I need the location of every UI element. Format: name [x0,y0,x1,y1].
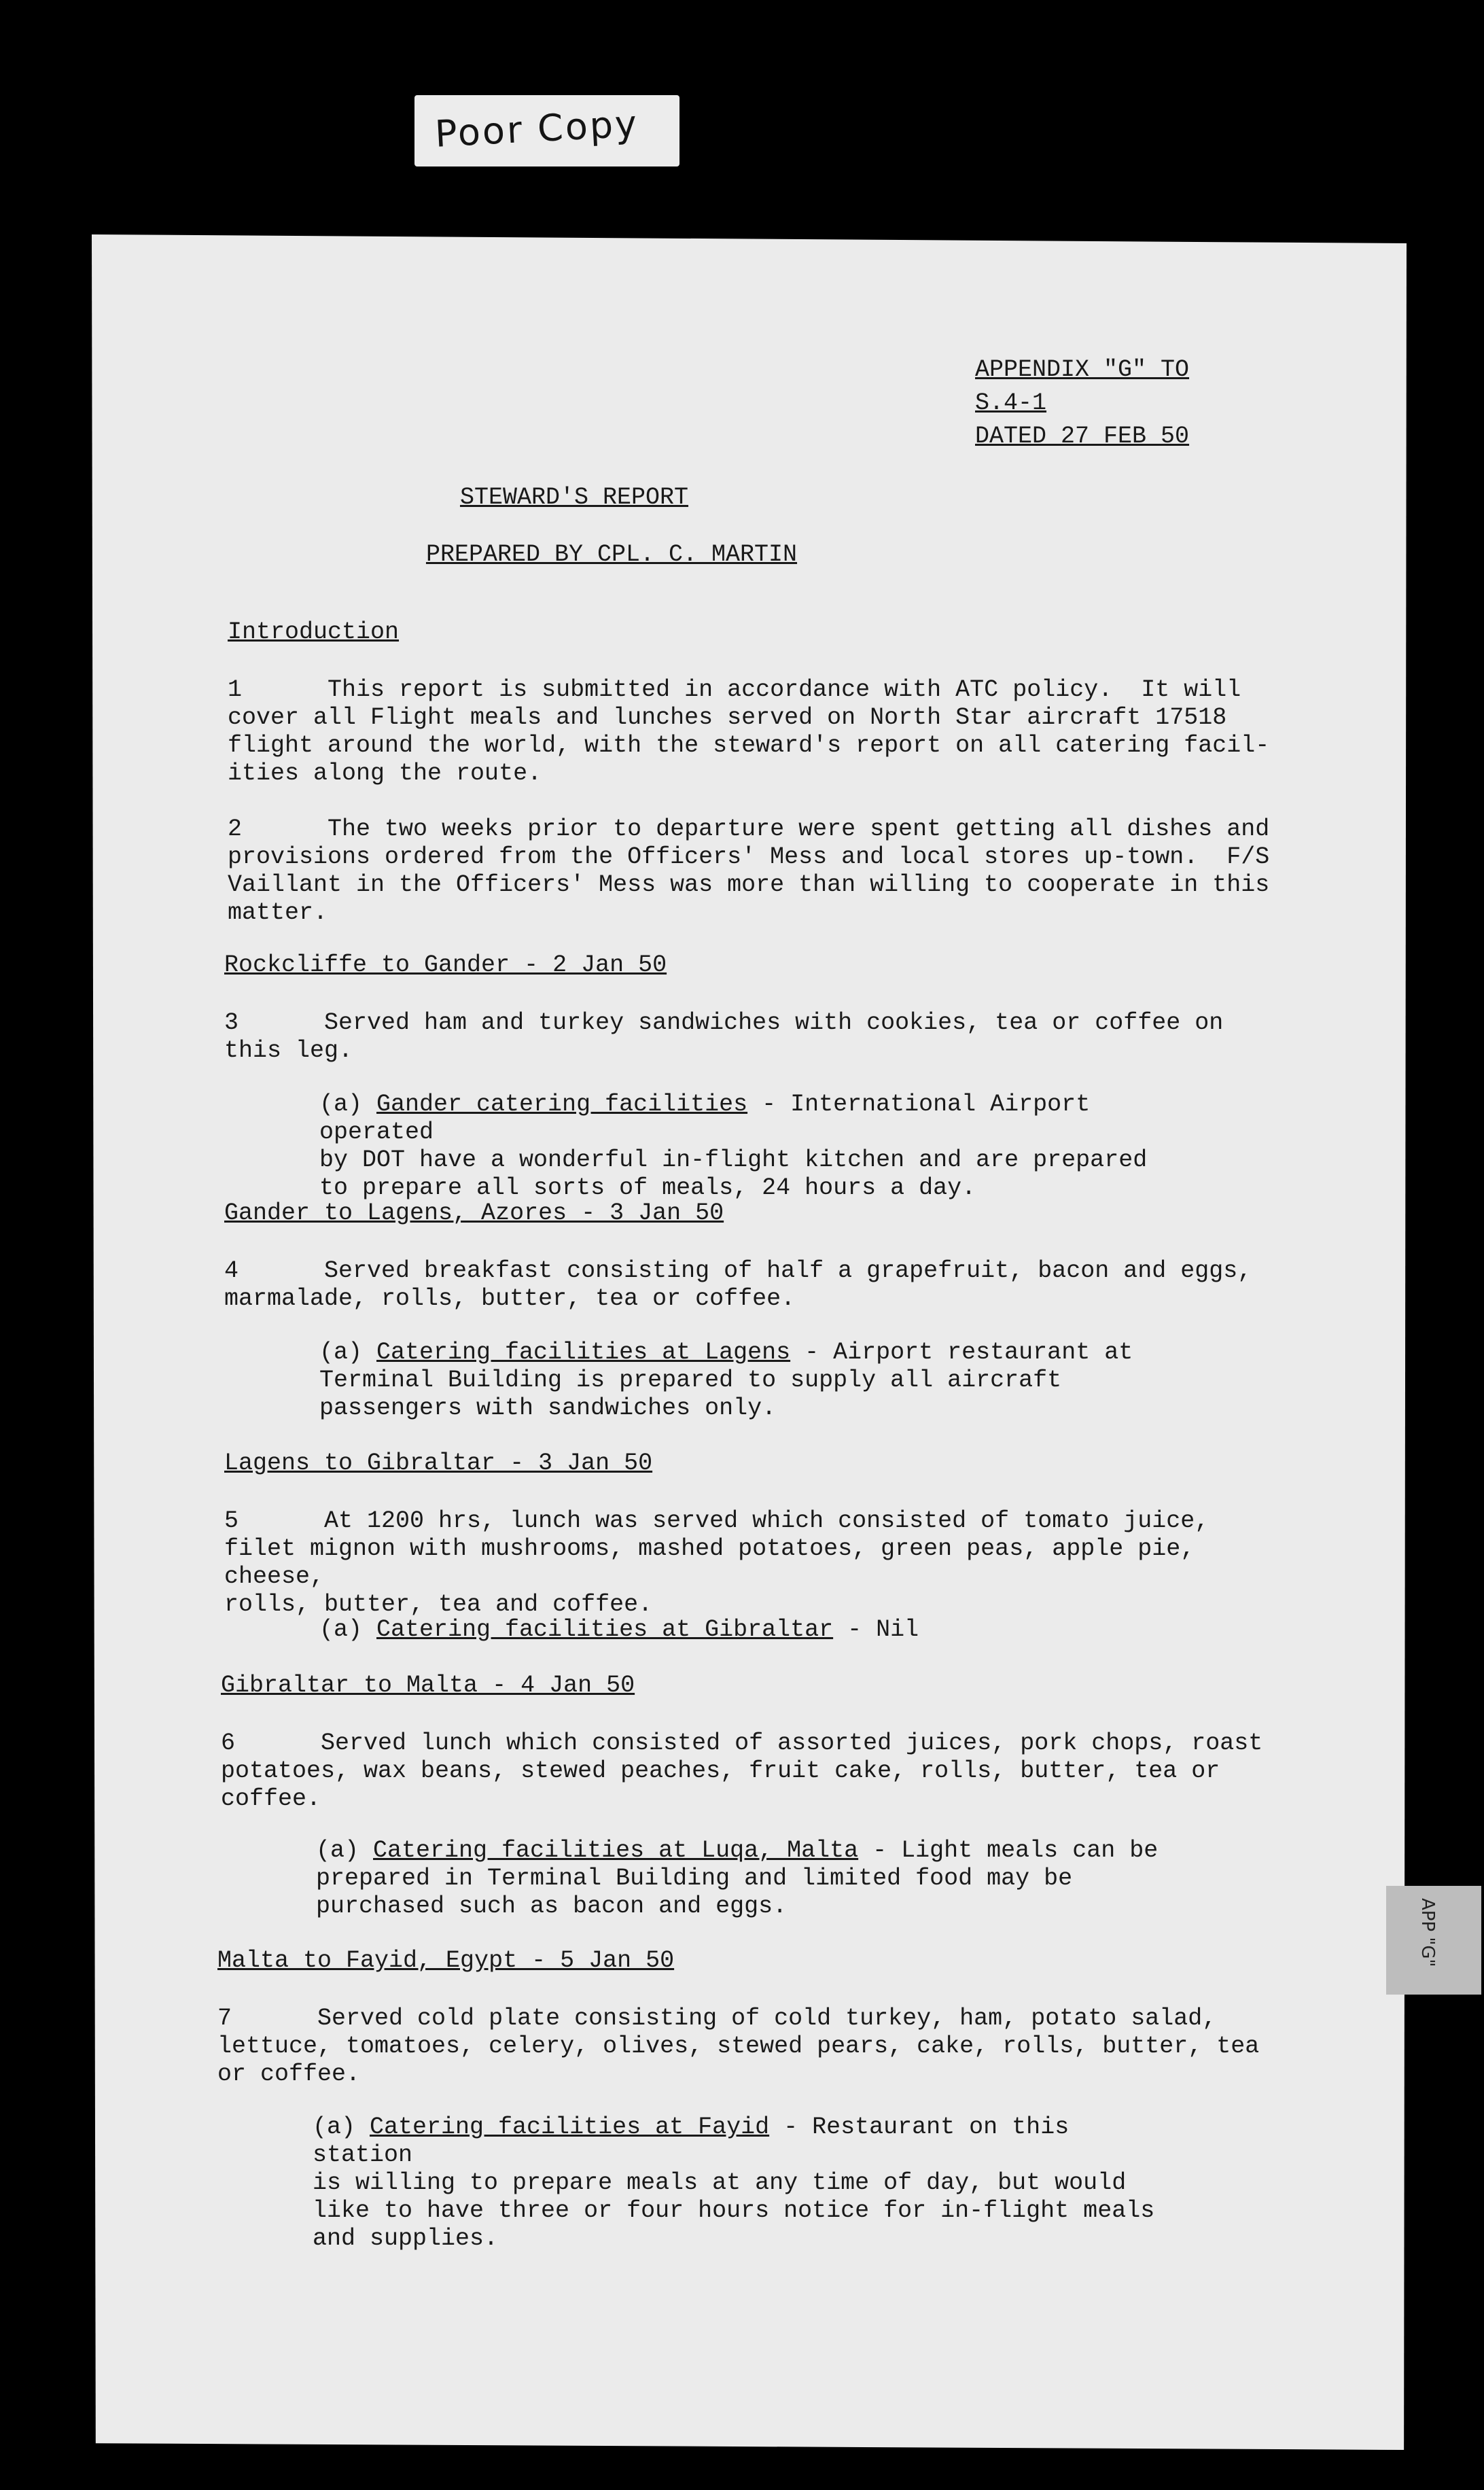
appendix-reference [975,353,1189,453]
appendix-line-1: APPENDIX "G" TO [975,356,1190,383]
paragraph-6: 6 Served lunch which consisted of assorted juices, pork chops, roast potatoes, wax beans, stewed peaches, fruit cake, rolls, butter, tea or coffee. [221,1730,1263,1812]
section-heading-lagens-gibraltar: Lagens to Gibraltar - 3 Jan 50 [224,1450,653,1477]
paragraph-1: 1 This report is submitted in accordance with ATC policy. It will cover all Flight meals and lunches served on North Star aircraft 17518 flight around the world, with the steward's report on all catering facil- ities along the route. [228,676,1270,787]
subparagraph-marker: (a) [319,1339,377,1366]
subparagraph-6a [316,1837,1165,1921]
paragraph-5: 5 At 1200 hrs, lunch was served which consisted of tomato juice, filet mignon with mushrooms, mashed potatoes, green peas, apple pie, cheese, rolls, butter, tea and coffee. [224,1507,1209,1618]
side-tab-label: APP "G" [1417,1898,1438,1967]
subparagraph-4a [319,1339,1169,1422]
appendix-line-2: S.4-1 [975,389,1047,417]
section-heading-malta-fayid: Malta to Fayid, Egypt - 5 Jan 50 [217,1947,675,1974]
subparagraph-marker: (a) [313,2114,370,2141]
subparagraph-3a-lead: Gander catering facilities [376,1091,748,1118]
subparagraph-4a-lead: Catering facilities at Lagens [376,1339,791,1366]
report-title: STEWARD'S REPORT [459,484,689,511]
subparagraph-5a-lead: Catering facilities at Gibraltar [376,1616,834,1643]
subparagraph-6a-text: - Light meals can be prepared in Terminal Building and limited food may be purchased such as bacon and eggs. [316,1837,1159,1920]
subparagraph-3a-text: - International Airport operated by DOT have a wonderful in-flight kitchen and are prepared to prepare all sorts of meals, 24 hours a day. [319,1091,1148,1202]
paragraph-2: 2 The two weeks prior to departure were spent getting all dishes and provisions ordered from the Officers' Mess and local stores up-town. F/S Vaillant in the Officers' Mess was more than willing to cooperate in this matter. [228,816,1270,926]
subparagraph-5a [319,1616,1169,1644]
subparagraph-7a-text: - Restaurant on this station is willing to prepare meals at any time of day, but would like to have three or four hours notice for in-flight meals and supplies. [313,2114,1155,2252]
subparagraph-3a [319,1091,1169,1202]
section-heading-gibraltar-malta: Gibraltar to Malta - 4 Jan 50 [221,1672,635,1699]
paragraph-3: 3 Served ham and turkey sandwiches with cookies, tea or coffee on this leg. [224,1009,1224,1064]
subparagraph-7a [313,2114,1162,2253]
paragraph-7: 7 Served cold plate consisting of cold turkey, ham, potato salad, lettuce, tomatoes, celery, olives, stewed pears, cake, rolls, butter, tea or coffee. [217,2005,1260,2088]
poor-copy-label [414,95,679,166]
paragraph-4: 4 Served breakfast consisting of half a grapefruit, bacon and eggs, marmalade, rolls, butter, tea or coffee. [224,1257,1252,1312]
section-heading-rockcliffe-gander: Rockcliffe to Gander - 2 Jan 50 [224,951,667,979]
appendix-line-3: DATED 27 FEB 50 [975,423,1190,450]
section-heading-introduction: Introduction [228,618,400,646]
punch-hole [41,319,82,360]
subparagraph-6a-lead: Catering facilities at Luqa, Malta [373,1837,859,1864]
subparagraph-7a-lead: Catering facilities at Fayid [370,2114,770,2141]
subparagraph-marker: (a) [319,1091,377,1118]
report-author: PREPARED BY CPL. C. MARTIN [425,541,798,568]
poor-copy-label-text: Poor Copy [434,102,640,156]
section-heading-gander-lagens: Gander to Lagens, Azores - 3 Jan 50 [224,1199,724,1227]
subparagraph-4a-text: - Airport restaurant at Terminal Building is prepared to supply all aircraft passengers with sandwiches only. [319,1339,1133,1422]
subparagraph-marker: (a) [316,1837,374,1864]
subparagraph-5a-text: - Nil [833,1616,919,1643]
side-tab [1386,1886,1481,1995]
subparagraph-marker: (a) [319,1616,377,1643]
